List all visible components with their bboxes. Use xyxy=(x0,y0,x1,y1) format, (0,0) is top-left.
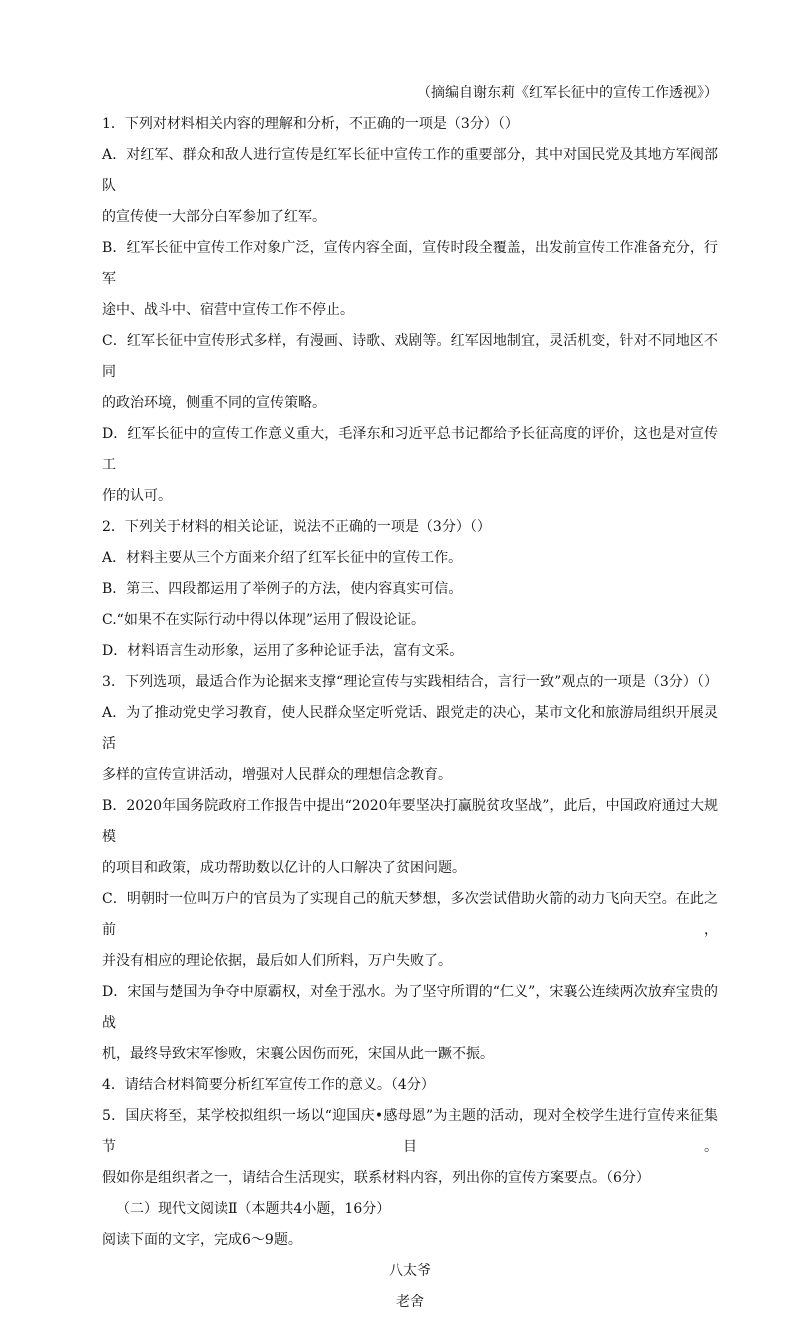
question-2-stem: 2．下列关于材料的相关论证，说法不正确的一项是（3分）（） xyxy=(102,519,491,535)
source-citation: （摘编自谢东莉《红军长征中的宣传工作透视》） xyxy=(417,85,718,101)
story-author: 老舍 xyxy=(396,1294,424,1310)
question-3-stem: 3．下列选项，最适合作为论据来支撑“理论宣传与实践相结合，言行一致”观点的一项是（3分）（） xyxy=(102,674,718,690)
question-3-option-b-line-1: B．2020年国务院政府工作报告中提出“2020年要坚决打赢脱贫攻坚战”，此后，中国政府通过大规模 xyxy=(102,798,718,845)
question-1-stem: 1．下列对材料相关内容的理解和分析，不正确的一项是（3分）（） xyxy=(102,116,519,132)
question-3-option-c-line-1: C．明朝时一位叫万户的官员为了实现自己的航天梦想，多次尝试借助火箭的动力飞向天空。在此之前， xyxy=(102,891,718,938)
section-2-heading: （二）现代文阅读Ⅱ（本题共4小题，16分） xyxy=(116,1201,391,1217)
question-3-option-c-line-2: 并没有相应的理论依据，最后如人们所料，万户失败了。 xyxy=(102,953,452,969)
question-5 xyxy=(102,1101,718,1194)
story-title: 八太爷 xyxy=(389,1263,431,1279)
question-1-option-a-line-1: A．对红军、群众和敌人进行宣传是红军长征中宣传工作的重要部分，其中对国民党及其地方军阀部队 xyxy=(102,147,718,194)
question-1-option-b-line-1: B．红军长征中宣传工作对象广泛，宣传内容全面，宣传时段全覆盖，出发前宣传工作准备充分，行军 xyxy=(102,240,718,287)
question-2-option-a: A．材料主要从三个方面来介绍了红军长征中的宣传工作。 xyxy=(102,550,463,566)
question-1-option-c-line-2: 的政治环境，侧重不同的宣传策略。 xyxy=(102,395,326,411)
question-1-option-a-line-2: 的宣传使一大部分白军参加了红军。 xyxy=(102,209,326,225)
question-3-option-a-line-2: 多样的宣传宣讲活动，增强对人民群众的理想信念教育。 xyxy=(102,767,452,783)
question-4: 4．请结合材料简要分析红军宣传工作的意义。（4分） xyxy=(102,1077,435,1093)
question-3-option-d-line-2: 机，最终导致宋军惨败，宋襄公因伤而死，宋国从此一蹶不振。 xyxy=(102,1046,494,1062)
question-1-option-b-line-2: 途中、战斗中、宿营中宣传工作不停止。 xyxy=(102,302,354,318)
question-3-option-b-line-2: 的项目和政策，成功帮助数以亿计的人口解决了贫困问题。 xyxy=(102,860,466,876)
question-1-option-c-line-1: C．红军长征中宣传形式多样，有漫画、诗歌、戏剧等。红军因地制宜，灵活机变，针对不同地区不同 xyxy=(102,333,718,380)
question-2-option-d: D．材料语言生动形象，运用了多种论证手法，富有文采。 xyxy=(102,643,464,659)
question-1-option-d-line-1: D．红军长征中的宣传工作意义重大，毛泽东和习近平总书记都给予长征高度的评价，这也是对宣传工 xyxy=(102,426,718,473)
question-2-option-c: C.“如果不在实际行动中得以体现”运用了假设论证。 xyxy=(102,612,425,628)
question-2-option-b: B．第三、四段都运用了举例子的方法，使内容真实可信。 xyxy=(102,581,463,597)
reading-instruction: 阅读下面的文字，完成6～9题。 xyxy=(102,1232,302,1248)
question-5-line-1: 5．国庆将至，某学校拟组织一场以“迎国庆•感母恩”为主题的活动，现对全校学生进行宣传来征集节目。 xyxy=(102,1108,718,1155)
question-1 xyxy=(102,109,718,512)
question-1-option-d-line-2: 作的认可。 xyxy=(102,488,172,504)
question-5-line-2: 假如你是组织者之一，请结合生活现实，联系材料内容，列出你的宣传方案要点。（6分） xyxy=(102,1170,650,1186)
question-3 xyxy=(102,667,718,1070)
page-content xyxy=(102,78,718,1318)
question-3-option-a-line-1: A．为了推动党史学习教育，使人民群众坚定听党话、跟党走的决心，某市文化和旅游局组织开展灵活 xyxy=(102,705,718,752)
question-3-option-d-line-1: D．宋国与楚国为争夺中原霸权，对垒于泓水。为了坚守所谓的“仁义”，宋襄公连续两次放弃宝贵的战 xyxy=(102,984,718,1031)
question-2 xyxy=(102,512,718,667)
